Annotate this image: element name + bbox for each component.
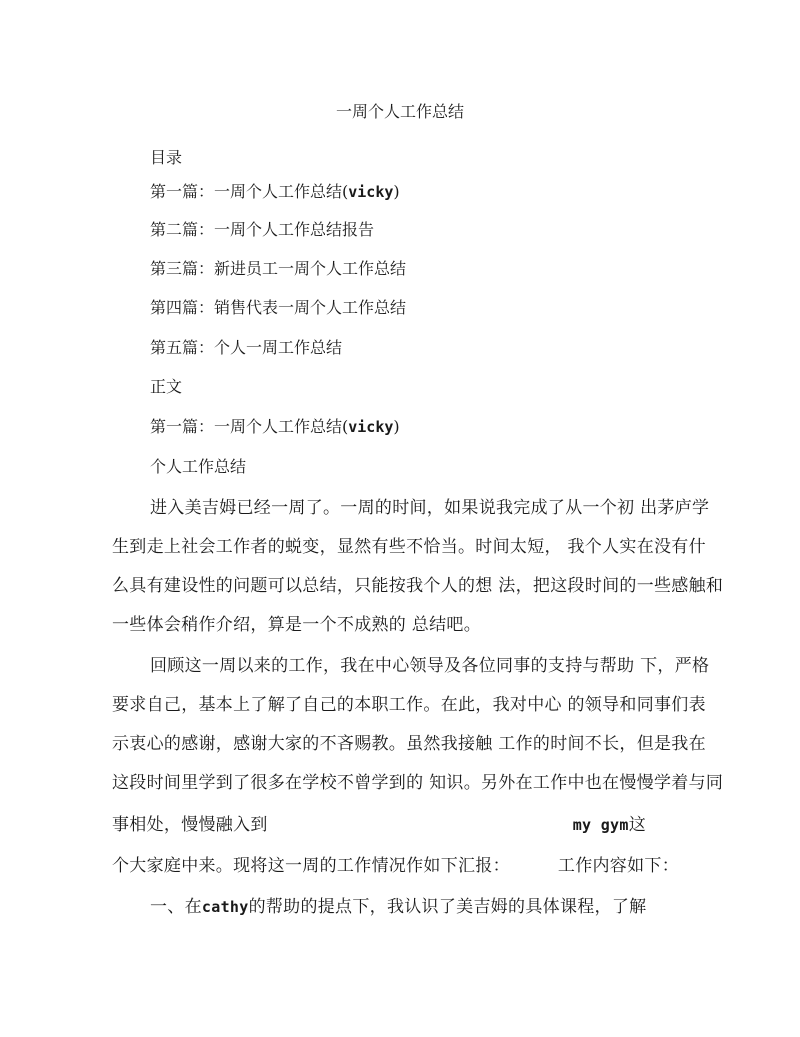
para3-text: 的帮助的提点下，我认识了美吉姆的具体课程，了解 <box>248 897 647 917</box>
toc-item-1-suffix: ) <box>393 182 400 201</box>
para1-line: 一些体会稍作介绍，算是一个不成熟的 总结吧。 <box>112 615 482 635</box>
toc-heading: 目录 <box>150 148 183 167</box>
toc-item-1-prefix: 第一篇：一周个人工作总结( <box>150 182 349 201</box>
toc-item-5: 第五篇：个人一周工作总结 <box>150 338 343 357</box>
chapter-1-prefix: 第一篇：一周个人工作总结( <box>150 417 349 436</box>
para2-line-6-text: 个大家庭中来。现将这一周的工作情况作如下汇报： <box>112 856 510 876</box>
toc-item-1 <box>150 180 400 204</box>
para2-line: 这段时间里学到了很多在学校不曾学到的 知识。另外在工作中也在慢慢学着与同 <box>112 773 724 793</box>
cathy-name: cathy <box>201 898 249 916</box>
para3-line <box>150 894 730 920</box>
body-heading: 正文 <box>150 377 183 396</box>
section-title: 个人工作总结 <box>150 457 247 476</box>
toc-item-2: 第二篇：一周个人工作总结报告 <box>150 220 375 239</box>
para1-line: 生到走上社会工作者的蜕变，显然有些不恰当。时间太短， 我个人实在没有什 <box>112 537 706 557</box>
chapter-1-suffix: ) <box>393 417 400 436</box>
para2-line: 要求自己，基本上了解了自己的本职工作。在此，我对中心 的领导和同事们表 <box>112 695 706 715</box>
para1-line: 么具有建设性的问题可以总结，只能按我个人的想 法，把这段时间的一些感触和 <box>112 576 724 596</box>
para1-line: 进入美吉姆已经一周了。一周的时间，如果说我完成了从一个初 出茅庐学 <box>150 498 710 518</box>
para2-line-5-text: 事相处，慢慢融入到 <box>112 815 268 835</box>
mygym-name: my gym <box>572 816 629 834</box>
para2-line: 回顾这一周以来的工作，我在中心领导及各位同事的支持与帮助 下，严格 <box>150 656 710 676</box>
para2-line-5 <box>112 812 692 838</box>
para3-prefix: 一、在 <box>150 897 202 917</box>
para2-line-5-tail: 这 <box>628 815 647 835</box>
toc-item-1-name: vicky <box>348 183 394 201</box>
para2-line-6 <box>112 853 692 879</box>
work-content-label: 工作内容如下： <box>557 856 680 876</box>
chapter-1-name: vicky <box>348 418 394 436</box>
toc-item-4: 第四篇：销售代表一周个人工作总结 <box>150 298 407 317</box>
chapter-1-heading <box>150 415 400 439</box>
para2-line: 示衷心的感谢，感谢大家的不吝赐教。虽然我接触 工作的时间不长，但是我在 <box>112 734 706 754</box>
toc-item-3: 第三篇：新进员工一周个人工作总结 <box>150 259 407 278</box>
document-title: 一周个人工作总结 <box>335 102 464 121</box>
